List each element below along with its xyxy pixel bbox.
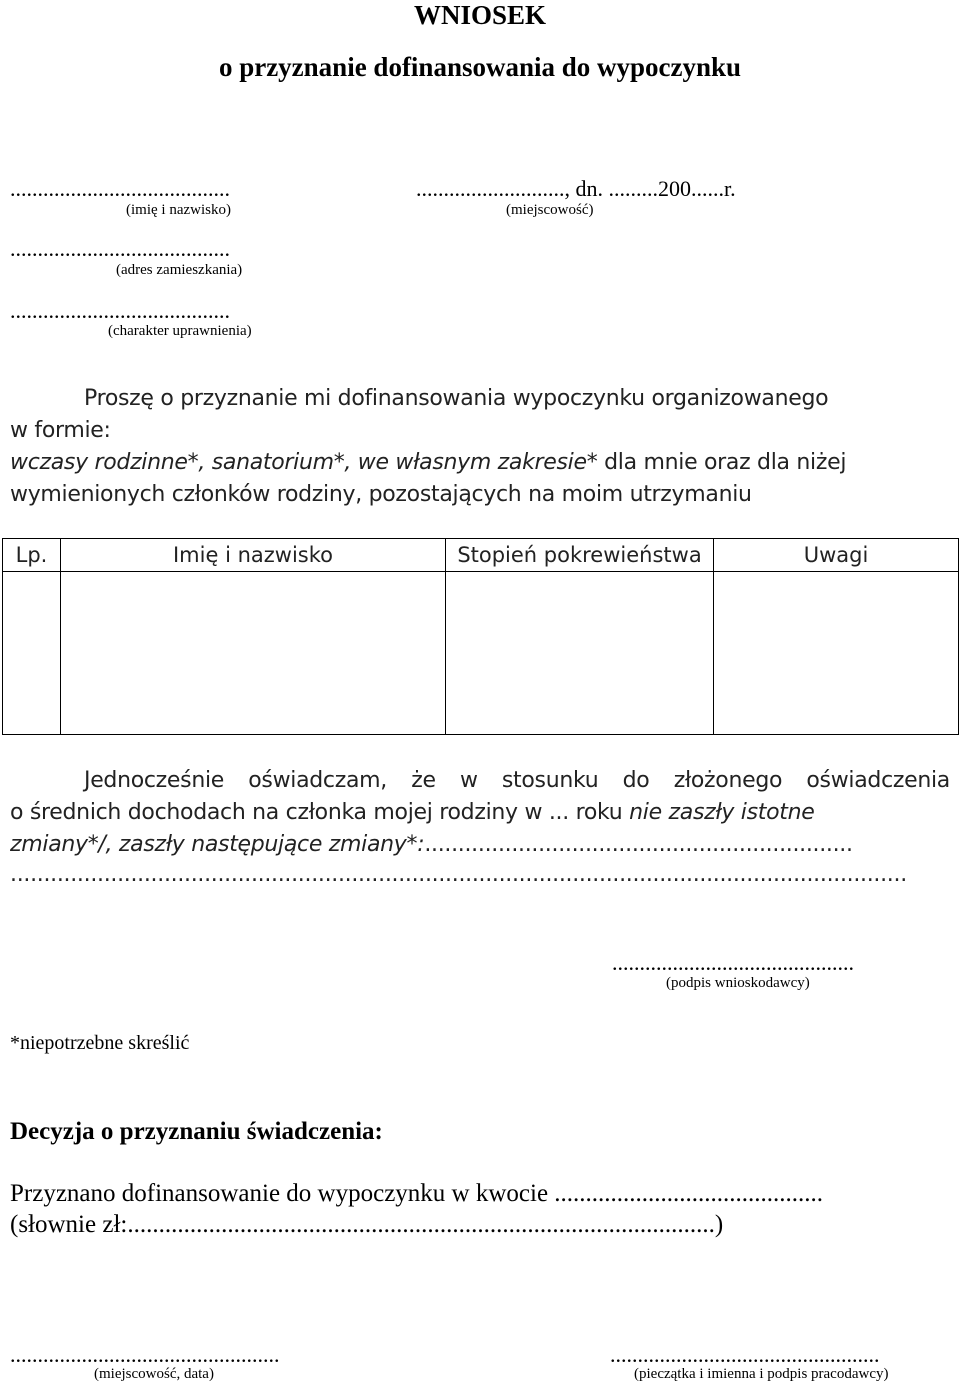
document-title: WNIOSEK bbox=[413, 0, 547, 30]
declaration-line-2-italic: nie zaszły istotne bbox=[629, 800, 815, 825]
address-caption: (adres zamieszkania) bbox=[116, 262, 243, 278]
document-subtitle: o przyznanie dofinansowania do wypoczynku bbox=[218, 52, 742, 82]
name-caption: (imię i nazwisko) bbox=[126, 202, 231, 218]
table-header-row bbox=[3, 539, 959, 572]
place-caption: (miejscowość) bbox=[506, 202, 594, 218]
request-options: wczasy rodzinne*, sanatorium*, we własnym zakresie* bbox=[10, 450, 598, 475]
entitlement-field[interactable]: ........................................ bbox=[10, 298, 230, 323]
footer-employer-caption: (pieczątka i imienna i podpis pracodawcy) bbox=[634, 1366, 889, 1382]
footer-employer-field[interactable]: ................................................. bbox=[610, 1342, 880, 1367]
family-members-table bbox=[2, 538, 959, 735]
cell-relationship[interactable] bbox=[446, 572, 714, 735]
request-line-1: Proszę o przyznanie mi dofinansowania wypoczynku organizowanego bbox=[84, 386, 829, 411]
request-line-4: wymienionych członków rodziny, pozostających na moim utrzymaniu bbox=[10, 482, 752, 507]
place-date-field[interactable]: ..........................., dn. .........200......r. bbox=[416, 176, 736, 201]
declaration-line-1: Jednocześnie oświadczam, że w stosunku do złożonego oświadczenia bbox=[84, 768, 950, 793]
declaration-changes-label: zmiany*/, zaszły następujące zmiany*: bbox=[10, 832, 425, 857]
signature-caption: (podpis wnioskodawcy) bbox=[666, 975, 810, 991]
table-row bbox=[3, 572, 959, 735]
decision-amount-line[interactable]: Przyznano dofinansowanie do wypoczynku w kwocie ........................................... bbox=[10, 1180, 824, 1207]
request-line-3 bbox=[10, 450, 950, 475]
entitlement-caption: (charakter uprawnienia) bbox=[108, 323, 252, 339]
name-field[interactable]: ........................................ bbox=[10, 176, 230, 201]
column-header-name: Imię i nazwisko bbox=[61, 539, 446, 572]
column-header-relationship: Stopień pokrewieństwa bbox=[446, 539, 714, 572]
decision-words-line[interactable]: (słownie zł:..............................................................................................) bbox=[10, 1211, 724, 1238]
request-line-3-rest: dla mnie oraz dla niżej bbox=[597, 450, 847, 475]
declaration-line-2 bbox=[10, 800, 950, 825]
footnote: *niepotrzebne skreślić bbox=[10, 1032, 190, 1054]
declaration-line-3 bbox=[10, 832, 950, 857]
cell-name[interactable] bbox=[61, 572, 446, 735]
column-header-notes: Uwagi bbox=[714, 539, 959, 572]
footer-place-date-field[interactable]: ................................................. bbox=[10, 1342, 280, 1367]
signature-field[interactable]: ............................................ bbox=[612, 950, 854, 975]
request-line-2: w formie: bbox=[10, 418, 111, 443]
address-field[interactable]: ........................................ bbox=[10, 236, 230, 261]
column-header-lp: Lp. bbox=[3, 539, 61, 572]
declaration-line-2-start: o średnich dochodach na członka mojej rodziny w ... roku bbox=[10, 800, 630, 825]
cell-notes[interactable] bbox=[714, 572, 959, 735]
cell-lp[interactable] bbox=[3, 572, 61, 735]
declaration-changes-field[interactable]: ................................................................ bbox=[424, 832, 853, 857]
footer-place-date-caption: (miejscowość, data) bbox=[94, 1366, 214, 1382]
declaration-line-4[interactable]: ...................................................................................................................................... bbox=[10, 862, 907, 887]
decision-heading: Decyzja o przyznaniu świadczenia: bbox=[10, 1118, 383, 1145]
